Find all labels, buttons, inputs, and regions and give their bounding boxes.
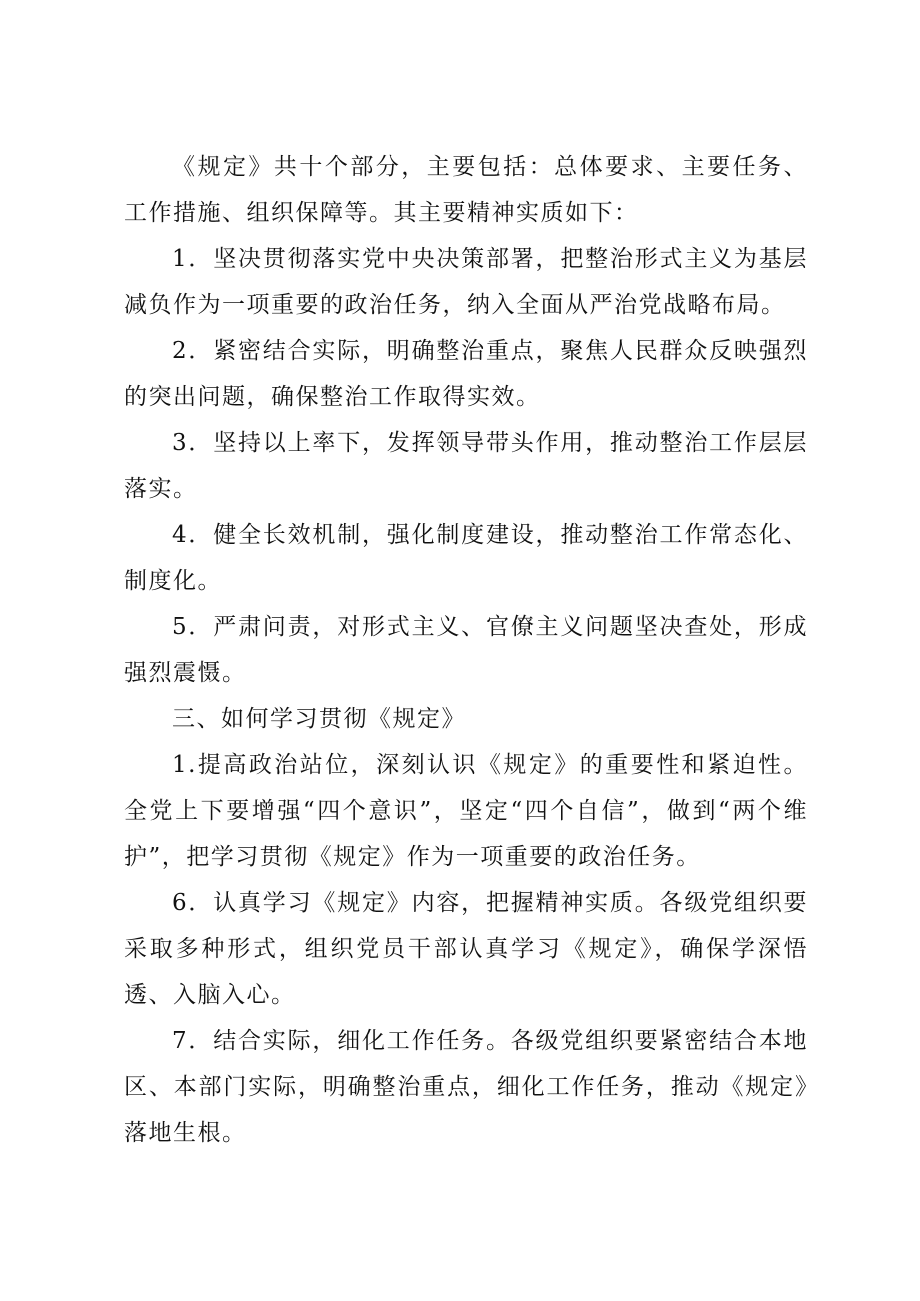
section-heading: 三、如何学习贯彻《规定》 (172, 706, 466, 732)
document-body (124, 144, 808, 1156)
paragraph-study-6: 6．认真学习《规定》内容，把握精神实质。各级党组织要采取多种形式，组织党员干部认真学习《规定》，确保学深悟透、入脑入心。 (124, 890, 808, 1008)
paragraph-item-4: 4．健全长效机制，强化制度建设，推动整治工作常态化、制度化。 (124, 522, 808, 594)
paragraph-study-1: 1.提高政治站位，深刻认识《规定》的重要性和紧迫性。全党上下要增强“四个意识”，坚定“四个自信”，做到“两个维护”，把学习贯彻《规定》作为一项重要的政治任务。 (124, 752, 808, 870)
paragraph-item-2: 2．紧密结合实际，明确整治重点，聚焦人民群众反映强烈的突出问题，确保整治工作取得实效。 (124, 338, 808, 410)
paragraph-intro: 《规定》共十个部分，主要包括：总体要求、主要任务、工作措施、组织保障等。其主要精神实质如下： (124, 154, 808, 226)
paragraph-item-5: 5．严肃问责，对形式主义、官僚主义问题坚决查处，形成强烈震慑。 (124, 614, 808, 686)
paragraph-item-3: 3．坚持以上率下，发挥领导带头作用，推动整治工作层层落实。 (124, 430, 808, 502)
paragraph-item-1: 1．坚决贯彻落实党中央决策部署，把整治形式主义为基层减负作为一项重要的政治任务，纳入全面从严治党战略布局。 (124, 246, 808, 318)
paragraph-study-7: 7．结合实际，细化工作任务。各级党组织要紧密结合本地区、本部门实际，明确整治重点，细化工作任务，推动《规定》落地生根。 (124, 1028, 808, 1146)
